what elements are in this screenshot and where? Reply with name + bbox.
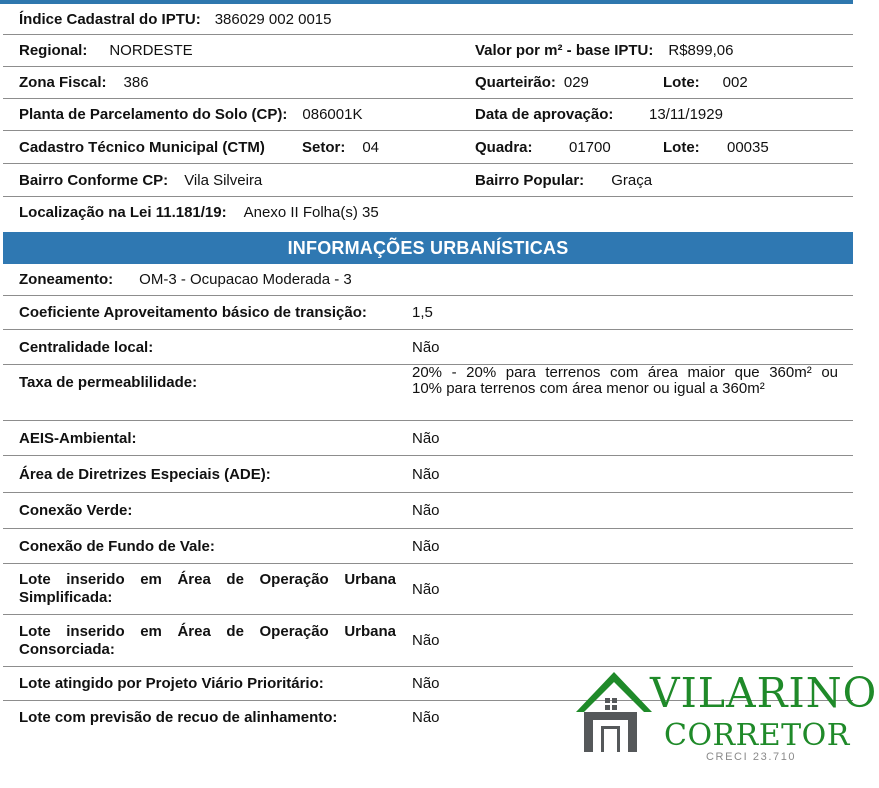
- watermark-brand-role: CORRETOR: [664, 718, 850, 753]
- row-ctm: [3, 131, 853, 164]
- quadra-value: 01700: [569, 138, 611, 156]
- zoneamento-value: OM-3 - Ocupacao Moderada - 3: [139, 271, 352, 288]
- row-zoneamento: [3, 264, 853, 296]
- planta-label: Planta de Parcelamento do Solo (CP):: [19, 106, 288, 123]
- row-bairro: [3, 164, 853, 197]
- watermark-creci: CRECI 23.710: [706, 751, 797, 763]
- regional-label: Regional:: [19, 42, 88, 59]
- cadastral-sheet: [3, 4, 853, 733]
- lote-ctm-label: Lote:: [663, 138, 700, 156]
- lote-label: Lote:: [663, 74, 700, 91]
- ade-value: Não: [412, 465, 440, 483]
- row-taxa-permeabilidade: [3, 365, 853, 421]
- quadra-label: Quadra:: [475, 138, 533, 156]
- row-indice-cadastral: [3, 4, 853, 35]
- conexao-vale-value: Não: [412, 537, 440, 555]
- row-coeficiente: [3, 296, 853, 330]
- row-conexao-fundo-vale: [3, 529, 853, 564]
- indice-cadastral-value: 386029 002 0015: [214, 10, 332, 28]
- bairro-cp-value: Vila Silveira: [184, 171, 263, 189]
- localizacao-value: Anexo II Folha(s) 35: [243, 204, 379, 221]
- regional-value: NORDESTE: [109, 42, 193, 59]
- row-regional: [3, 35, 853, 67]
- operacao-simplificada-label: [19, 571, 396, 607]
- operacao-consorciada-label-line2: Consorciada:: [19, 640, 115, 658]
- viario-label: Lote atingido por Projeto Viário Prioritário:: [19, 675, 324, 692]
- data-aprovacao-label: Data de aprovação:: [475, 106, 614, 123]
- planta-value: 086001K: [302, 106, 363, 123]
- aeis-label: AEIS-Ambiental:: [19, 429, 137, 447]
- centralidade-value: Não: [412, 338, 440, 356]
- recuo-value: Não: [412, 708, 440, 726]
- row-centralidade: [3, 330, 853, 365]
- row-conexao-verde: [3, 493, 853, 529]
- watermark-brand-name: VILARINO: [650, 669, 878, 717]
- quarteirao-value: 029: [563, 74, 589, 91]
- conexao-verde-label: Conexão Verde:: [19, 502, 133, 519]
- operacao-simplificada-label-line2: Simplificada:: [19, 589, 113, 606]
- conexao-vale-label: Conexão de Fundo de Vale:: [19, 537, 215, 555]
- centralidade-label: Centralidade local:: [19, 338, 154, 356]
- valor-m2-value: R$899,06: [668, 42, 734, 59]
- setor-value: 04: [362, 138, 380, 156]
- row-operacao-simplificada: [3, 564, 853, 615]
- localizacao-label: Localização na Lei 11.181/19:: [19, 204, 227, 221]
- taxa-value-line1: 20% - 20% para terrenos com área maior que 360m² ou: [412, 364, 838, 381]
- conexao-verde-value: Não: [412, 502, 440, 519]
- row-localizacao: [3, 197, 853, 228]
- bairro-popular-label: Bairro Popular:: [475, 171, 585, 189]
- row-aeis: [3, 421, 853, 456]
- operacao-simplificada-value: Não: [412, 580, 440, 598]
- valor-m2-label: Valor por m² - base IPTU:: [475, 42, 654, 59]
- recuo-label: Lote com previsão de recuo de alinhamento:: [19, 708, 338, 726]
- setor-label: Setor:: [302, 138, 346, 156]
- row-ade: [3, 456, 853, 493]
- zoneamento-label: Zoneamento:: [19, 271, 114, 288]
- bairro-cp-label: Bairro Conforme CP:: [19, 171, 169, 189]
- ctm-label: Cadastro Técnico Municipal (CTM): [19, 138, 265, 156]
- operacao-consorciada-value: Não: [412, 632, 440, 649]
- row-planta-parcelamento: [3, 99, 853, 131]
- viario-value: Não: [412, 675, 440, 692]
- taxa-label: Taxa de permeablilidade:: [19, 374, 198, 391]
- coeficiente-value: 1,5: [412, 304, 433, 321]
- operacao-consorciada-label-line1: Lote inserido em Área de Operação Urbana: [19, 622, 396, 640]
- lote-value: 002: [722, 74, 748, 91]
- zona-fiscal-label: Zona Fiscal:: [19, 74, 107, 91]
- aeis-value: Não: [412, 429, 440, 447]
- bairro-popular-value: Graça: [611, 171, 653, 189]
- quarteirao-label: Quarteirão:: [475, 74, 556, 91]
- indice-cadastral-label: Índice Cadastral do IPTU:: [19, 10, 201, 28]
- data-aprovacao-value: 13/11/1929: [649, 106, 723, 123]
- taxa-value-line2: 10% para terrenos com área menor ou igual a 360m²: [412, 380, 765, 397]
- coeficiente-label: Coeficiente Aproveitamento básico de transição:: [19, 304, 367, 321]
- row-zona-fiscal: [3, 67, 853, 99]
- section-header-urbanisticas: [3, 232, 853, 264]
- row-operacao-consorciada: [3, 615, 853, 667]
- taxa-value: [412, 365, 838, 397]
- ade-label: Área de Diretrizes Especiais (ADE):: [19, 465, 271, 483]
- section-title: INFORMAÇÕES URBANÍSTICAS: [287, 237, 569, 258]
- operacao-consorciada-label: [19, 623, 396, 659]
- lote-ctm-value: 00035: [727, 138, 769, 156]
- zona-fiscal-value: 386: [123, 74, 149, 91]
- operacao-simplificada-label-line1: Lote inserido em Área de Operação Urbana: [19, 571, 396, 588]
